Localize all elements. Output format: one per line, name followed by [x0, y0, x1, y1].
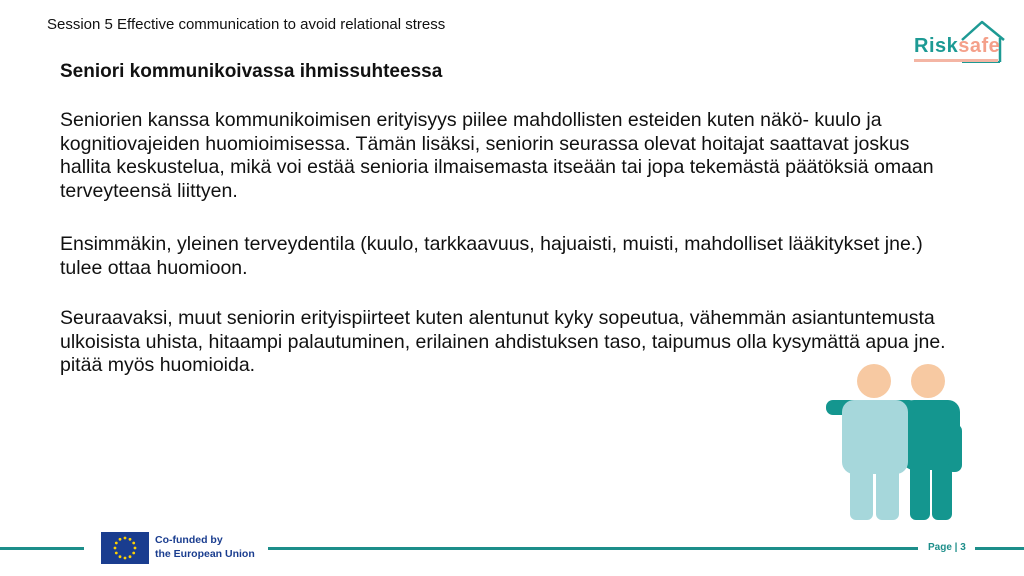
eu-text-line1: Co-funded by [155, 534, 223, 546]
logo-text-safe: safe [958, 35, 1001, 57]
logo-text [914, 35, 1000, 58]
footer-line-middle [268, 547, 918, 550]
paragraph-3: Seuraavaksi, muut seniorin erityispiirteet kuten alentunut kyky sopeutua, vähemmän asiantuntemusta ulkoisista uhista, hitaampi palautuminen, erilainen ahdistuksen taso, taipumus olla kysymättä apua jne. pitää myös huomioida. [60, 307, 946, 376]
footer-line-right [975, 547, 1024, 550]
logo-tagline-decoration [914, 59, 998, 62]
session-title: Session 5 Effective communication to avoid relational stress [47, 16, 446, 33]
paragraph-2: Ensimmäkin, yleinen terveydentila (kuulo, tarkkaavuus, hajuaisti, muisti, mahdolliset lääkitykset jne.) tulee ottaa huomioon. [60, 233, 923, 279]
logo-text-risk: Risk [914, 35, 959, 57]
page-number: Page | 3 [928, 542, 966, 553]
risksafe-logo [910, 18, 1010, 70]
eu-text-line2: the European Union [155, 548, 255, 560]
paragraph-1: Seniorien kanssa kommunikoimisen erityisyys piilee mahdollisten esteiden kuten näkö- kuulo ja kognitiovajeiden huomioimisessa. Tämän lisäksi, seniorin seurassa olevat hoitajat saattavat joskus hallita keskustelua, mikä voi estää senioria ilmaisemasta itseään tai jopa tekemästä päätöksiä omaan terveyteensä liittyen. [60, 109, 934, 202]
eu-funding-text [155, 533, 255, 561]
eu-flag-icon [101, 532, 149, 564]
slide-heading: Seniori kommunikoivassa ihmissuhteessa [60, 61, 443, 82]
two-people-icon [826, 364, 966, 520]
footer-line-left [0, 547, 84, 550]
